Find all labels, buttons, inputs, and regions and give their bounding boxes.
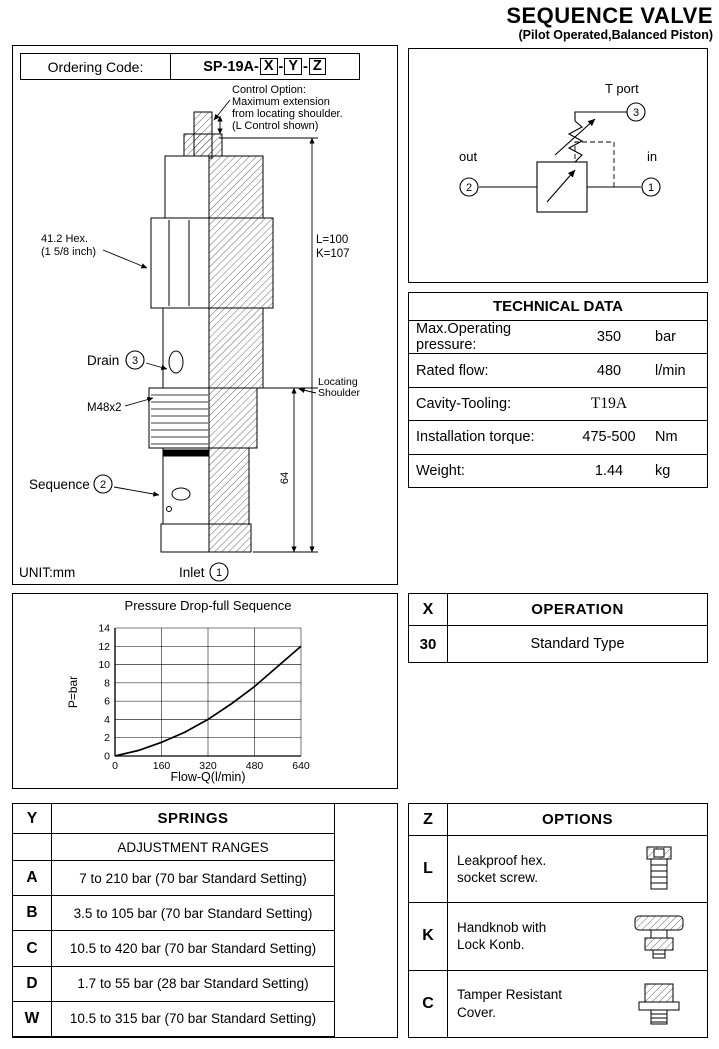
- spring-row: [13, 1002, 335, 1037]
- t-port-label: T port: [605, 81, 639, 96]
- code-x-box: X: [260, 58, 278, 75]
- svg-text:1: 1: [647, 182, 655, 194]
- technical-row: [409, 387, 707, 420]
- tech-label: Installation torque:: [416, 429, 535, 446]
- technical-data-panel: [408, 292, 708, 488]
- technical-data-title: TECHNICAL DATA: [493, 298, 623, 315]
- code-z-box: Z: [309, 58, 326, 75]
- hex-socket-screw-icon: [621, 841, 697, 897]
- valve-cross-section-drawing: [13, 46, 395, 583]
- svg-text:4: 4: [104, 713, 110, 726]
- pressure-drop-chart: [13, 594, 395, 787]
- spring-key: A: [13, 861, 52, 895]
- svg-text:0: 0: [112, 760, 118, 772]
- ordering-code-label: Ordering Code:: [21, 54, 171, 79]
- svg-text:14: 14: [98, 622, 110, 635]
- dim-64-label: 64: [279, 471, 291, 485]
- spring-row: [13, 931, 335, 966]
- svg-text:6: 6: [104, 695, 110, 708]
- svg-text:2: 2: [104, 732, 110, 745]
- technical-row: [409, 320, 707, 353]
- option-text-line2: Cover.: [457, 1004, 497, 1020]
- locating-shoulder-label2: Shoulder: [318, 387, 361, 399]
- valve-drawing-panel: [12, 45, 398, 585]
- svg-text:1: 1: [215, 567, 223, 579]
- option-row: [409, 971, 707, 1037]
- option-description: [448, 986, 562, 1021]
- code-separator: -: [278, 58, 284, 75]
- spring-range: 7 to 210 bar (70 bar Standard Setting): [79, 870, 307, 886]
- hex-size-label: 41.2 Hex.: [41, 233, 89, 245]
- drain-port-number: [126, 351, 144, 369]
- spring-row: [13, 861, 335, 896]
- tech-label: Max.Operating pressure:: [416, 321, 512, 354]
- spring-key: B: [13, 896, 52, 930]
- technical-row: [409, 454, 707, 487]
- springs-subheader-row: [13, 834, 335, 861]
- tech-unit: l/min: [655, 362, 686, 379]
- tech-value: T19A: [590, 395, 628, 413]
- operation-row: [409, 626, 707, 662]
- tech-label: Weight:: [416, 462, 465, 479]
- code-separator: -: [303, 58, 308, 75]
- option-body: [448, 836, 707, 902]
- springs-header-row: [13, 804, 335, 834]
- svg-text:320: 320: [199, 760, 217, 772]
- page-subtitle: (Pilot Operated,Balanced Piston): [518, 28, 713, 42]
- option-key: C: [409, 971, 448, 1037]
- dim-L-label: L=100: [316, 234, 349, 246]
- hex-size-label-inch: (1 5/8 inch): [41, 246, 97, 258]
- dim-K-label: K=107: [316, 248, 350, 260]
- valve-exterior: [149, 156, 209, 552]
- operation-header-label: OPERATION: [531, 601, 624, 618]
- option-row: [409, 903, 707, 970]
- svg-text:12: 12: [98, 640, 110, 653]
- svg-text:640: 640: [292, 760, 310, 772]
- svg-text:160: 160: [152, 760, 171, 772]
- control-option-line4: (L Control shown): [232, 120, 319, 132]
- springs-table: [12, 803, 398, 1038]
- pressure-drop-chart-panel: [12, 593, 398, 789]
- control-option-line3: from locating shoulder.: [232, 108, 343, 120]
- technical-row: [409, 353, 707, 386]
- locating-shoulder-label1: Locating: [318, 376, 358, 388]
- t-port-number: [627, 103, 645, 121]
- svg-text:2: 2: [465, 182, 473, 194]
- symbol-lines: [479, 112, 641, 212]
- options-table: [408, 803, 708, 1038]
- options-header-label: OPTIONS: [541, 811, 613, 828]
- in-label: in: [647, 149, 658, 164]
- unit-label: UNIT:mm: [19, 565, 76, 580]
- code-y-box: Y: [284, 58, 302, 75]
- tech-value: 480: [596, 362, 622, 379]
- option-body: [448, 971, 707, 1037]
- operation-code-letter: X: [409, 594, 448, 625]
- options-header-row: [409, 804, 707, 836]
- ordering-code-value: [171, 54, 359, 79]
- spring-key: C: [13, 931, 52, 965]
- in-port-number: [642, 178, 660, 196]
- code-prefix: SP-19A-: [203, 58, 259, 75]
- out-label: out: [459, 149, 478, 164]
- tech-unit: bar: [655, 329, 676, 346]
- operation-row-label: Standard Type: [530, 636, 625, 652]
- tech-value: 475-500: [582, 429, 636, 446]
- chart-plot-area: [98, 623, 310, 773]
- options-code-letter: Z: [409, 804, 448, 835]
- spring-range: 10.5 to 315 bar (70 bar Standard Setting): [69, 1011, 317, 1027]
- tech-label: Rated flow:: [416, 362, 489, 379]
- spring-row: [13, 896, 335, 931]
- spring-key: W: [13, 1002, 52, 1036]
- option-body: [448, 903, 707, 969]
- option-text-line2: socket screw.: [457, 870, 539, 886]
- operation-row-key: 30: [409, 626, 448, 662]
- option-text-line2: Lock Konb.: [457, 937, 525, 953]
- svg-text:10: 10: [98, 659, 110, 672]
- page-title: SEQUENCE VALVE: [506, 3, 713, 28]
- sequence-label: Sequence: [29, 477, 90, 492]
- spring-row: [13, 967, 335, 1002]
- tech-value: 350: [596, 329, 622, 346]
- svg-text:3: 3: [131, 355, 139, 367]
- tech-unit: kg: [655, 462, 671, 479]
- control-option-line1: Control Option:: [232, 84, 306, 96]
- chart-xlabel: Flow-Q(l/min): [170, 770, 246, 784]
- option-text-line1: Tamper Resistant: [457, 987, 563, 1003]
- ordering-code-bar: [20, 53, 360, 80]
- out-port-number: [460, 178, 478, 196]
- inlet-label: Inlet: [179, 565, 205, 580]
- spring-range: 3.5 to 105 bar (70 bar Standard Setting): [73, 905, 313, 921]
- option-row: [409, 836, 707, 903]
- tamper-cover-icon: [621, 976, 697, 1032]
- technical-row: [409, 420, 707, 453]
- svg-text:480: 480: [245, 760, 264, 772]
- operation-header-row: [409, 594, 707, 626]
- tech-value: 1.44: [594, 462, 624, 479]
- svg-text:2: 2: [99, 479, 107, 491]
- svg-text:0: 0: [104, 750, 110, 763]
- hydraulic-schematic-panel: [408, 48, 708, 283]
- tech-unit: Nm: [655, 429, 678, 446]
- handknob-icon: [621, 908, 697, 964]
- inlet-port-number: [210, 563, 228, 581]
- sequence-port-number: [94, 475, 112, 493]
- option-key: K: [409, 903, 448, 969]
- drain-label: Drain: [87, 353, 120, 368]
- option-description: [448, 919, 546, 954]
- spring-range: 1.7 to 55 bar (28 bar Standard Setting): [77, 976, 309, 992]
- springs-header-label: SPRINGS: [157, 810, 229, 827]
- operation-table: [408, 593, 708, 663]
- chart-ylabel: P=bar: [66, 675, 80, 709]
- control-option-line2: Maximum extension: [232, 96, 330, 108]
- hydraulic-symbol: [409, 49, 705, 280]
- chart-title: Pressure Drop-full Sequence: [124, 598, 292, 613]
- tech-label: Cavity-Tooling:: [416, 396, 512, 413]
- spring-key: D: [13, 967, 52, 1001]
- spring-range: 10.5 to 420 bar (70 bar Standard Setting): [69, 941, 317, 956]
- svg-text:8: 8: [104, 677, 110, 690]
- thread-spec-label: M48x2: [87, 402, 122, 414]
- springs-code-letter: Y: [13, 804, 52, 833]
- svg-text:3: 3: [632, 107, 640, 119]
- option-text-line1: Handknob with: [457, 919, 547, 935]
- option-text-line1: Leakproof hex.: [457, 852, 547, 868]
- springs-subheader-empty: [13, 834, 52, 860]
- option-description: [448, 852, 546, 887]
- option-key: L: [409, 836, 448, 902]
- adjustment-ranges-label: ADJUSTMENT RANGES: [117, 839, 269, 855]
